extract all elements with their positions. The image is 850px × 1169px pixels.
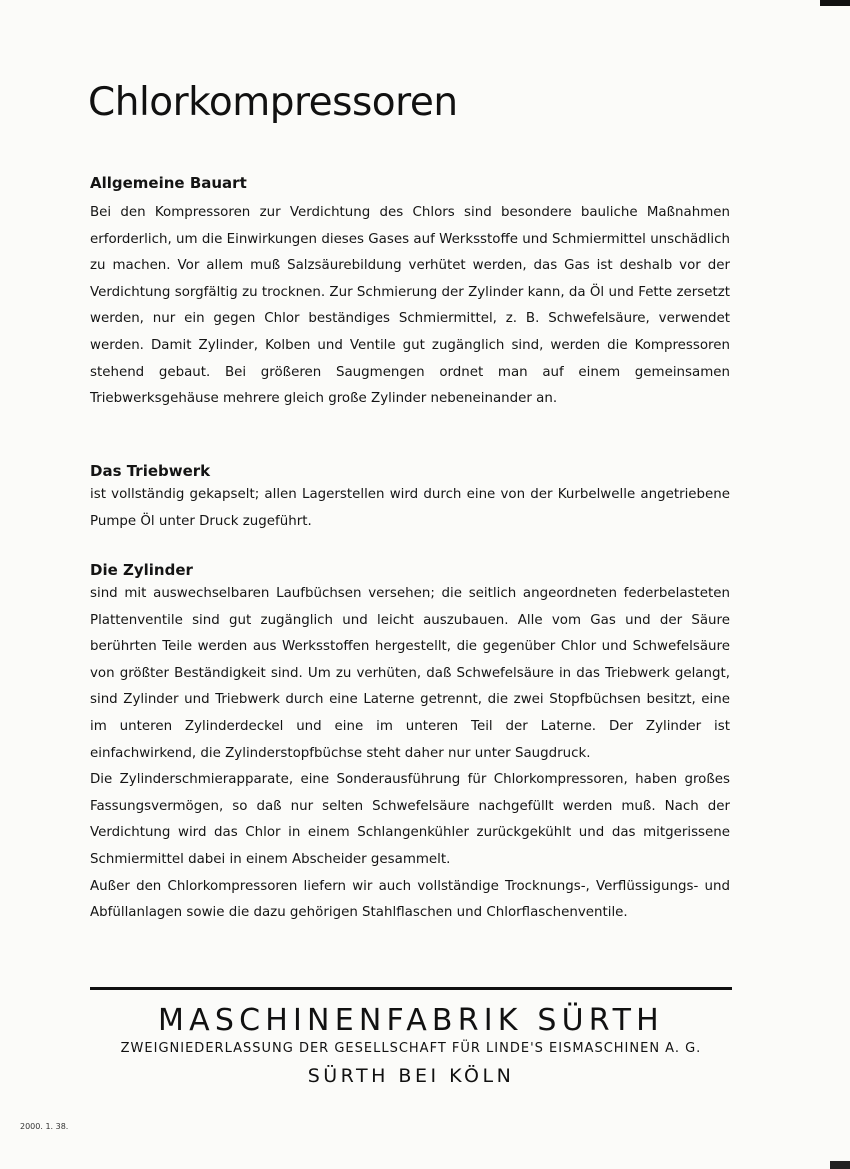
section-allgemeine-bauart: [90, 172, 730, 413]
footer-divider: [90, 987, 732, 990]
section-triebwerk: [90, 460, 730, 535]
scan-edge-mark-bottom: [830, 1161, 850, 1169]
section-zylinder: [90, 559, 730, 927]
section-paragraph: sind mit auswechselbaren Laufbüchsen versehen; die seitlich angeordneten federbelasteten Plattenventile sind gut zugänglich und leicht auszubauen. Alle vom Gas und der Säure berührten Teile werden aus Werksstoffen hergestellt, die gegenüber Chlor und Schwefelsäure von größter Beständigkeit sind. Um zu verhüten, daß Schwefelsäure in das Triebwerk gelangt, sind Zylinder und Triebwerk durch eine Laterne getrennt, die zwei Stopfbüchsen besitzt, eine im unteren Zylinderdeckel und eine im unteren Teil der Laterne. Der Zylinder ist einfachwirkend, die Zylinderstopfbüchse steht daher nur unter Saugdruck.: [90, 586, 730, 761]
page-title: Chlorkompressoren: [88, 80, 458, 125]
scan-edge-mark: [820, 0, 850, 6]
section-heading: Allgemeine Bauart: [90, 174, 247, 192]
section-paragraph: Die Zylinderschmierapparate, eine Sonderausführung für Chlorkompressoren, haben großes Fassungsvermögen, so daß nur selten Schwefelsäure nachgefüllt werden muß. Nach der Verdichtung wird das Chlor in einem Schlangenkühler zurückgekühlt und das mitgerissene Schmiermittel dabei in einem Abscheider gesammelt.: [90, 772, 730, 867]
section-paragraph: Außer den Chlorkompressoren liefern wir auch vollständige Trocknungs-, Verflüssigungs- und Abfüllanlagen sowie die dazu gehörigen Stahlflaschen und Chlorflaschenventile.: [90, 878, 730, 921]
section-heading: Die Zylinder: [90, 561, 193, 579]
company-subtitle: ZWEIGNIEDERLASSUNG DER GESELLSCHAFT FÜR LINDE'S EISMASCHINEN A. G.: [120, 1041, 702, 1056]
print-code: 2000. 1. 38.: [20, 1122, 69, 1131]
section-paragraph: ist vollständig gekapselt; allen Lagerstellen wird durch eine von der Kurbelwelle angetriebene Pumpe Öl unter Druck zugeführt.: [90, 487, 730, 529]
section-paragraph: Bei den Kompressoren zur Verdichtung des Chlors sind besondere bauliche Maßnahmen erforderlich, um die Einwirkungen dieses Gases auf Werksstoffe und Schmiermittel unschädlich zu machen. Vor allem muß Salzsäurebildung verhütet werden, das Gas ist deshalb vor der Verdichtung sorgfältig zu trocknen. Zur Schmierung der Zylinder kann, da Öl und Fette zersetzt werden, nur ein gegen Chlor beständiges Schmiermittel, z. B. Schwefelsäure, verwendet werden. Damit Zylinder, Kolben und Ventile gut zugänglich sind, werden die Kompressoren stehend gebaut. Bei größeren Saugmengen ordnet man auf einem gemeinsamen Triebwerksgehäuse mehrere gleich große Zylinder nebeneinander an.: [90, 205, 730, 407]
section-heading: Das Triebwerk: [90, 462, 211, 480]
company-city: SÜRTH BEI KÖLN: [307, 1065, 515, 1087]
company-name: MASCHINENFABRIK SÜRTH: [158, 1003, 664, 1038]
